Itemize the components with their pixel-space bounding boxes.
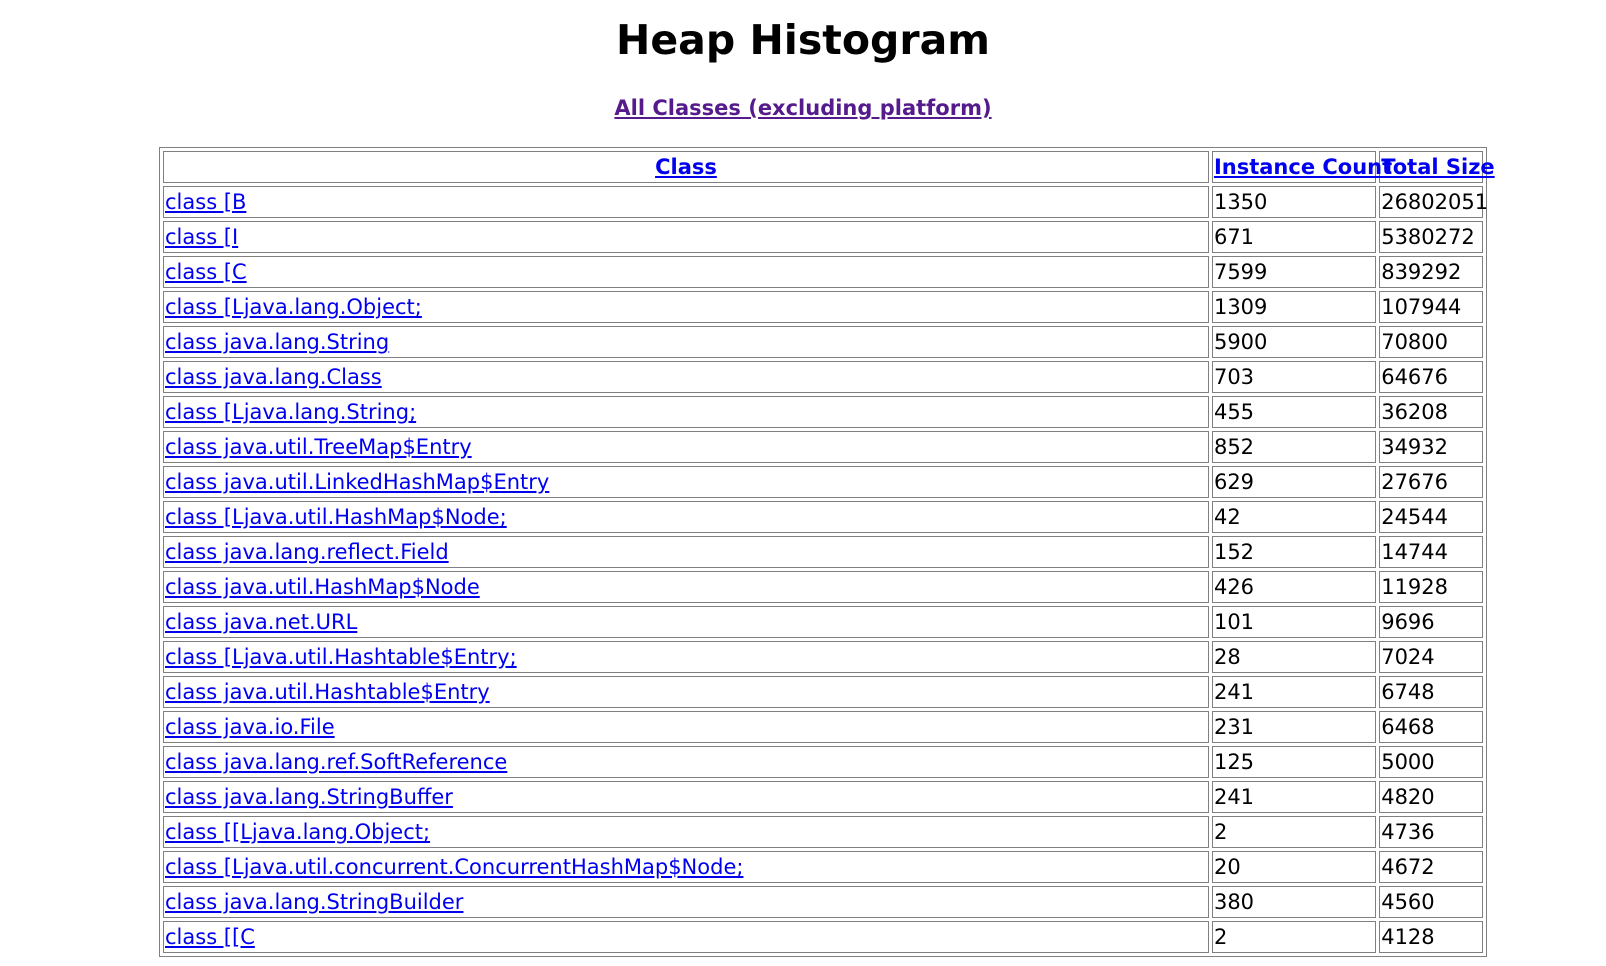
table-row: [163, 711, 1483, 743]
table-body: [163, 186, 1489, 953]
class-link[interactable]: class [B: [165, 190, 247, 214]
class-link[interactable]: class java.util.HashMap$Node: [165, 575, 480, 599]
class-link[interactable]: class java.io.File: [165, 715, 335, 739]
instance-count-cell: 28: [1212, 641, 1376, 673]
class-link[interactable]: class [[C: [165, 925, 255, 949]
class-cell: [163, 291, 1209, 323]
table-row: [163, 606, 1483, 638]
total-size-cell: 4672: [1379, 851, 1483, 883]
class-cell: [163, 571, 1209, 603]
table-row: [163, 431, 1483, 463]
class-cell: [163, 886, 1209, 918]
class-cell: [163, 326, 1209, 358]
table-row: [163, 781, 1483, 813]
total-size-cell: 4128: [1379, 921, 1483, 953]
subtitle: [0, 94, 1606, 122]
class-cell: [163, 921, 1209, 953]
total-size-cell: 24544: [1379, 501, 1483, 533]
instance-count-cell: 2: [1212, 816, 1376, 848]
instance-count-cell: 1309: [1212, 291, 1376, 323]
class-cell: [163, 431, 1209, 463]
header-class: [163, 151, 1209, 183]
class-link[interactable]: class [Ljava.util.HashMap$Node;: [165, 505, 507, 529]
class-link[interactable]: class java.net.URL: [165, 610, 358, 634]
total-size-cell: 107944: [1379, 291, 1483, 323]
total-size-cell: 6468: [1379, 711, 1483, 743]
class-cell: [163, 256, 1209, 288]
class-link[interactable]: class [C: [165, 260, 247, 284]
histogram-table: [159, 147, 1495, 957]
total-size-cell: 36208: [1379, 396, 1483, 428]
total-size-cell: 70800: [1379, 326, 1483, 358]
header-row: [163, 151, 1483, 183]
total-size-cell: 26802051: [1379, 186, 1483, 218]
total-size-cell: 839292: [1379, 256, 1483, 288]
class-cell: [163, 186, 1209, 218]
histogram-table-container: [159, 147, 1495, 957]
table-row: [163, 641, 1483, 673]
total-size-cell: 4820: [1379, 781, 1483, 813]
class-link[interactable]: class java.lang.StringBuilder: [165, 890, 464, 914]
sort-by-instance-count-link[interactable]: Instance Count: [1213, 155, 1393, 179]
class-cell: [163, 221, 1209, 253]
total-size-cell: 34932: [1379, 431, 1483, 463]
instance-count-cell: 852: [1212, 431, 1376, 463]
table-row: [163, 816, 1483, 848]
table-row: [163, 221, 1483, 253]
instance-count-cell: 671: [1212, 221, 1376, 253]
class-link[interactable]: class [[Ljava.lang.Object;: [165, 820, 431, 844]
class-cell: [163, 816, 1209, 848]
instance-count-cell: 2: [1212, 921, 1376, 953]
class-link[interactable]: class java.lang.Class: [165, 365, 382, 389]
instance-count-cell: 231: [1212, 711, 1376, 743]
instance-count-cell: 7599: [1212, 256, 1376, 288]
instance-count-cell: 5900: [1212, 326, 1376, 358]
total-size-cell: 4736: [1379, 816, 1483, 848]
instance-count-cell: 20: [1212, 851, 1376, 883]
class-link[interactable]: class [Ljava.lang.Object;: [165, 295, 422, 319]
class-link[interactable]: class java.lang.ref.SoftReference: [165, 750, 508, 774]
total-size-cell: 14744: [1379, 536, 1483, 568]
class-link[interactable]: class [Ljava.util.Hashtable$Entry;: [165, 645, 517, 669]
instance-count-cell: 42: [1212, 501, 1376, 533]
class-cell: [163, 606, 1209, 638]
table-row: [163, 396, 1483, 428]
table-row: [163, 291, 1483, 323]
class-cell: [163, 536, 1209, 568]
table-row: [163, 886, 1483, 918]
instance-count-cell: 629: [1212, 466, 1376, 498]
table-row: [163, 361, 1483, 393]
class-cell: [163, 501, 1209, 533]
class-link[interactable]: class [Ljava.util.concurrent.ConcurrentHashMap$Node;: [165, 855, 744, 879]
instance-count-cell: 455: [1212, 396, 1376, 428]
class-cell: [163, 851, 1209, 883]
table-row: [163, 501, 1483, 533]
table-row: [163, 746, 1483, 778]
class-cell: [163, 396, 1209, 428]
class-link[interactable]: class java.util.TreeMap$Entry: [165, 435, 472, 459]
instance-count-cell: 380: [1212, 886, 1376, 918]
class-cell: [163, 466, 1209, 498]
total-size-cell: 5000: [1379, 746, 1483, 778]
class-cell: [163, 746, 1209, 778]
total-size-cell: 5380272: [1379, 221, 1483, 253]
total-size-cell: 64676: [1379, 361, 1483, 393]
total-size-cell: 27676: [1379, 466, 1483, 498]
class-link[interactable]: class java.lang.String: [165, 330, 390, 354]
instance-count-cell: 426: [1212, 571, 1376, 603]
header-total-size: [1379, 151, 1495, 183]
class-link[interactable]: class java.util.Hashtable$Entry: [165, 680, 490, 704]
total-size-cell: 4560: [1379, 886, 1483, 918]
class-cell: [163, 361, 1209, 393]
instance-count-cell: 703: [1212, 361, 1376, 393]
instance-count-cell: 241: [1212, 781, 1376, 813]
total-size-cell: 7024: [1379, 641, 1483, 673]
class-link[interactable]: class [Ljava.lang.String;: [165, 400, 417, 424]
table-row: [163, 536, 1483, 568]
header-instance-count: [1212, 151, 1393, 183]
table-row: [163, 571, 1483, 603]
instance-count-cell: 125: [1212, 746, 1376, 778]
sort-by-class-link[interactable]: Class: [655, 155, 717, 179]
instance-count-cell: 241: [1212, 676, 1376, 708]
table-row: [163, 256, 1483, 288]
class-link[interactable]: class [I: [165, 225, 239, 249]
table-row: [163, 921, 1483, 953]
table-row: [163, 326, 1483, 358]
instance-count-cell: 101: [1212, 606, 1376, 638]
table-row: [163, 676, 1483, 708]
table-row: [163, 186, 1483, 218]
class-cell: [163, 676, 1209, 708]
class-cell: [163, 711, 1209, 743]
class-link[interactable]: class java.lang.StringBuffer: [165, 785, 453, 809]
table-row: [163, 851, 1483, 883]
instance-count-cell: 152: [1212, 536, 1376, 568]
table-row: [163, 466, 1483, 498]
class-link[interactable]: class java.lang.reflect.Field: [165, 540, 449, 564]
page-title: Heap Histogram: [616, 16, 990, 64]
instance-count-cell: 1350: [1212, 186, 1376, 218]
total-size-cell: 6748: [1379, 676, 1483, 708]
class-cell: [163, 781, 1209, 813]
total-size-cell: 11928: [1379, 571, 1483, 603]
class-cell: [163, 641, 1209, 673]
sort-by-total-size-link[interactable]: Total Size: [1381, 155, 1495, 179]
total-size-cell: 9696: [1379, 606, 1483, 638]
class-link[interactable]: class java.util.LinkedHashMap$Entry: [165, 470, 550, 494]
all-classes-link[interactable]: All Classes (excluding platform): [614, 96, 992, 120]
